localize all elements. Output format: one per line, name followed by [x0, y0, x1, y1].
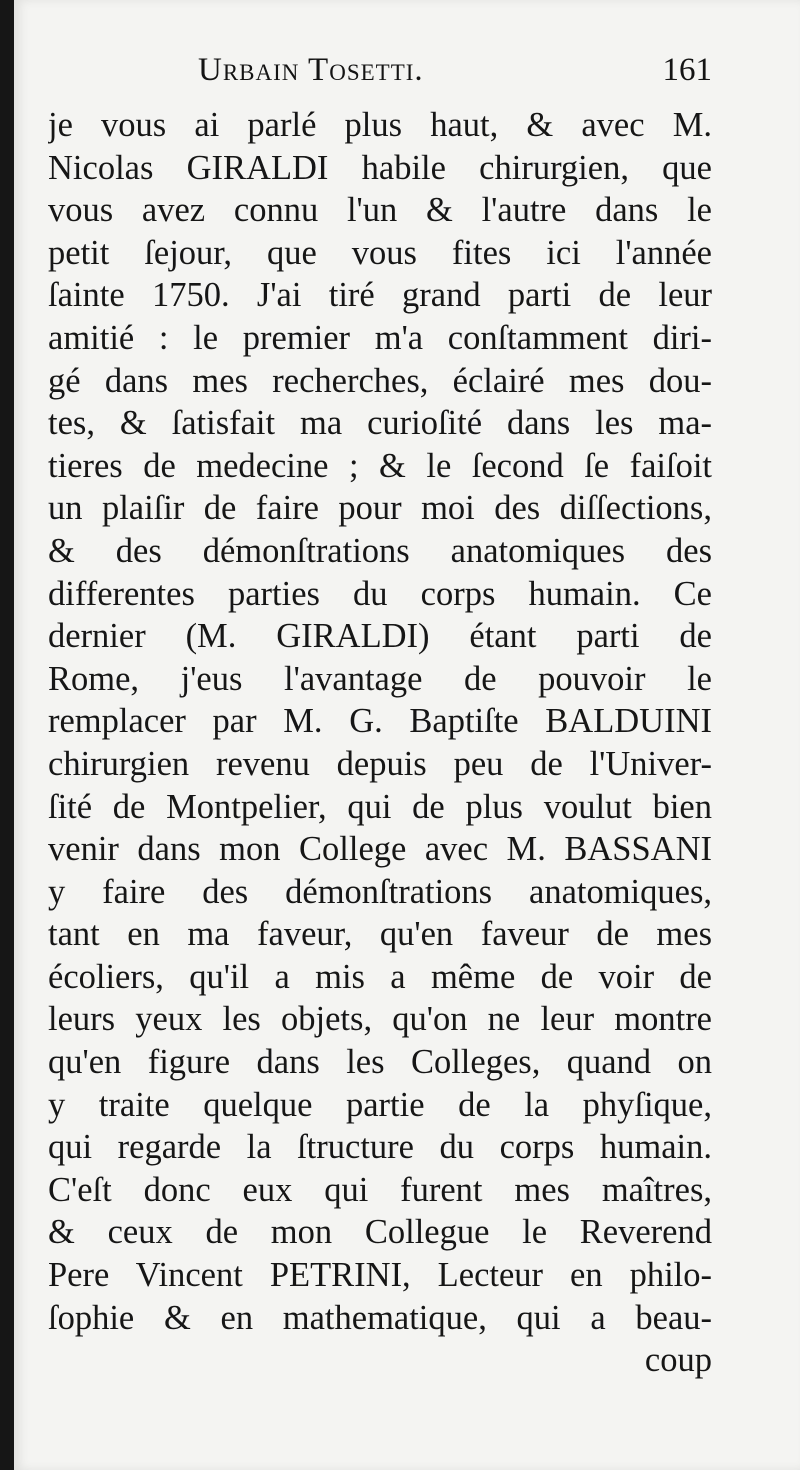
text-line: tes, & ſatisfait ma curioſité dans les ma-: [48, 404, 712, 443]
running-title: Urbain Tosetti.: [198, 52, 424, 88]
running-head: [48, 52, 712, 94]
text-line: écoliers, qu'il a mis a même de voir de: [48, 957, 712, 996]
text-line: qu'en figure dans les Colleges, quand on: [48, 1043, 712, 1082]
text-line: amitié : le premier m'a conſtamment diri-: [48, 318, 712, 357]
body-text: [48, 104, 712, 1382]
text-line: un plaiſir de faire pour moi des diſſections,: [48, 489, 712, 528]
text-line: qui regarde la ſtructure du corps humain.: [48, 1128, 712, 1167]
text-line: leurs yeux les objets, qu'on ne leur montre: [48, 1000, 712, 1039]
text-line: Nicolas GIRALDI habile chirurgien, que: [48, 148, 712, 187]
text-line: Rome, j'eus l'avantage de pouvoir le: [48, 659, 712, 698]
text-line: ſophie & en mathematique, qui a beau-: [48, 1298, 712, 1337]
text-line: Pere Vincent PETRINI, Lecteur en philo-: [48, 1256, 712, 1295]
text-line: differentes parties du corps humain. Ce: [48, 574, 712, 613]
text-line: & des démonſtrations anatomiques des: [48, 531, 712, 570]
text-line: dernier (M. GIRALDI) étant parti de: [48, 617, 712, 656]
text-line: C'eſt donc eux qui furent mes maîtres,: [48, 1170, 712, 1209]
text-line: ſité de Montpelier, qui de plus voulut bien: [48, 787, 712, 826]
catchword: coup: [644, 1341, 712, 1380]
text-line: y traite quelque partie de la phyſique,: [48, 1085, 712, 1124]
text-line: chirurgien revenu depuis peu de l'Univer-: [48, 744, 712, 783]
text-line: remplacer par M. G. Baptiſte BALDUINI: [48, 702, 712, 741]
text-line: je vous ai parlé plus haut, & avec M.: [48, 106, 712, 144]
text-line: & ceux de mon Collegue le Reverend: [48, 1213, 712, 1252]
text-line: y faire des démonſtrations anatomiques,: [48, 872, 712, 911]
page-number: 161: [662, 52, 712, 88]
text-line: vous avez connu l'un & l'autre dans le: [48, 191, 712, 230]
text-line: gé dans mes recherches, éclairé mes dou-: [48, 361, 712, 400]
text-line: ſainte 1750. J'ai tiré grand parti de leur: [48, 276, 712, 315]
text-line: tieres de medecine ; & le ſecond ſe faiſoit: [48, 446, 712, 485]
text-line: petit ſejour, que vous fites ici l'année: [48, 233, 712, 272]
book-page: [14, 0, 800, 1470]
text-line: tant en ma faveur, qu'en faveur de mes: [48, 915, 712, 954]
text-line: venir dans mon College avec M. BASSANI: [48, 830, 712, 869]
